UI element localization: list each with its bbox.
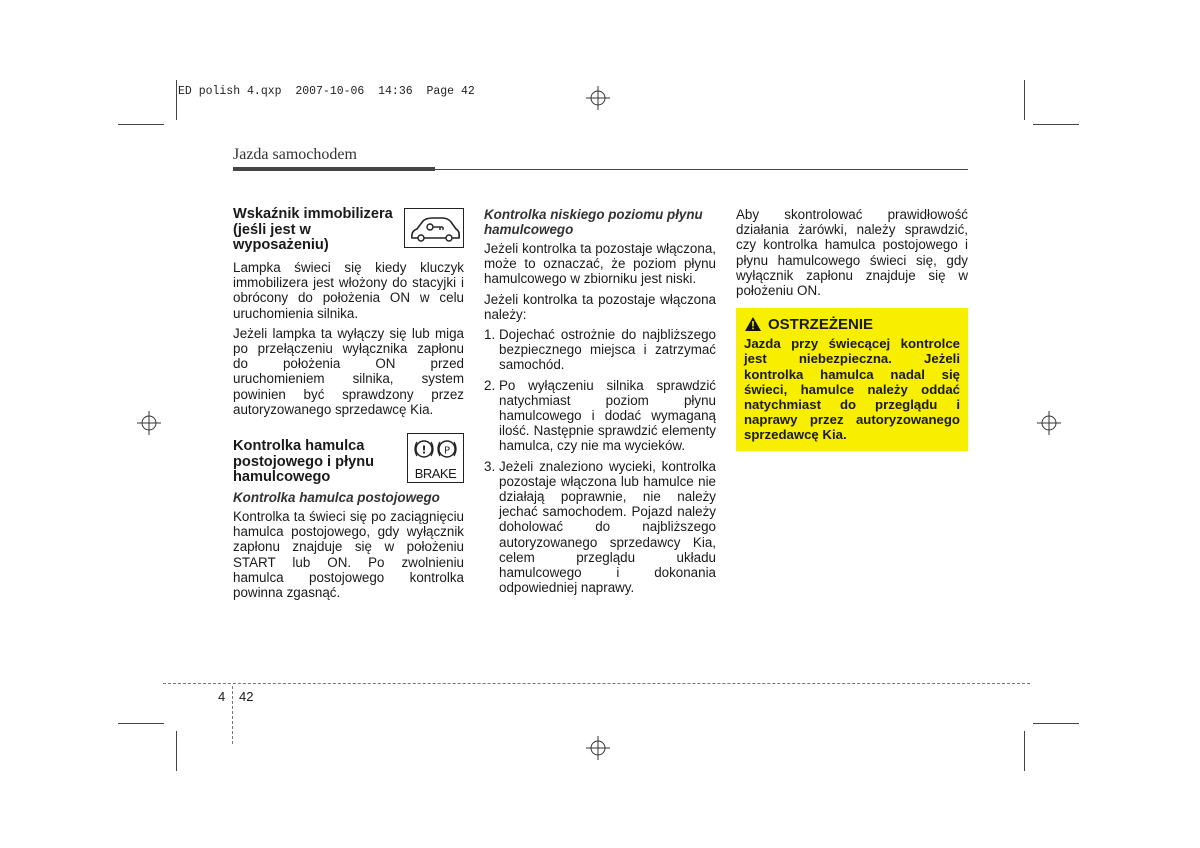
brake-heading-block — [233, 439, 464, 485]
list-item: 3. Jeżeli znaleziono wycieki, kontrolka pozostaje włączona lub hamulce nie działają poprawnie, nie należy jechać samochodem. Pojazd należy doholować do najbliższego autoryzowanego sprzedawcy Kia, celem przeglądu układu hamulcowego i dokonania odpowiedniej naprawy. — [484, 458, 716, 596]
warning-title: OSTRZEŻENIE — [768, 315, 874, 333]
low-fluid-paragraph-2: Jeżeli kontrolka ta pozostaje włączona należy: — [484, 291, 716, 322]
immobilizer-indicator — [404, 208, 464, 248]
immobilizer-paragraph-2: Jeżeli lampka ta wyłączy się lub miga po przełączeniu wyłącznika zapłonu do położenia ON przed uruchomieniem silnika, system powinien być sprawdzony przez autoryzowanego sprzedawcę Kia. — [233, 325, 464, 417]
registration-mark-icon — [1037, 411, 1061, 435]
warning-body: Jazda przy świecącej kontrolce jest niebezpieczna. Jeżeli kontrolka hamulca nadal się świeci, hamulce należy oddać natychmiast do przeglądu i naprawy przez autoryzowanego sprzedawcę Kia. — [744, 336, 960, 443]
registration-mark-icon — [137, 411, 161, 435]
printer-slug: ED polish 4.qxp 2007-10-06 14:36 Page 42 — [178, 85, 475, 98]
column-1 — [233, 207, 464, 605]
column-3 — [736, 207, 968, 451]
brake-icon-label: BRAKE — [414, 466, 457, 482]
header-rule-thick — [233, 167, 435, 171]
immobilizer-heading: Wskaźnik immobilizera (jeśli jest w wyposażeniu) — [233, 206, 393, 253]
warning-title-row — [744, 316, 960, 332]
section-title: Jazda samochodem — [233, 146, 357, 163]
brake-warning-icon — [408, 434, 463, 464]
chapter-number: 4 — [218, 689, 226, 704]
low-fluid-paragraph-1: Jeżeli kontrolka ta pozostaje włączona, może to oznaczać, że poziom płynu hamulcowego w zbiorniku jest niski. — [484, 241, 716, 287]
registration-mark-icon — [586, 86, 610, 110]
header-rule-thin — [435, 169, 968, 170]
page-number: 42 — [239, 689, 254, 704]
registration-mark-icon — [586, 736, 610, 760]
bulb-check-paragraph: Aby skontrolować prawidłowość działania żarówki, należy sprawdzić, czy kontrolka hamulca postojowego i płynu hamulcowego świeci się, gdy wyłącznik zapłonu znajduje się w położeniu ON. — [736, 207, 968, 299]
car-key-icon — [405, 209, 463, 247]
parking-brake-subheading: Kontrolka hamulca postojowego — [233, 490, 440, 506]
warning-triangle-icon — [744, 316, 762, 332]
list-item: 2. Po wyłączeniu silnika sprawdzić natychmiast poziom płynu hamulcowego i dodać wymaganą ilość. Następnie sprawdzić elementy hamulca, czy nie ma wycieków. — [484, 377, 716, 454]
brake-heading: Kontrolka hamulca postojowego i płynu hamulcowego — [233, 438, 375, 486]
svg-text:!: ! — [421, 443, 427, 457]
immobilizer-paragraph-1: Lampka świeci się kiedy kluczyk immobilizera jest włożony do stacyjki i obrócony do położenia ON w celu uruchomienia silnika. — [233, 260, 464, 321]
column-2 — [484, 207, 716, 600]
steps-list — [484, 327, 716, 595]
immobilizer-heading-block — [233, 207, 464, 255]
list-item: 1. Dojechać ostrożnie do najbliższego bezpiecznego miejsca i zatrzymać samochód. — [484, 327, 716, 373]
page-number-separator — [232, 686, 233, 744]
footer-dashed-rule — [163, 683, 1030, 684]
svg-text:P: P — [443, 445, 451, 457]
parking-brake-paragraph: Kontrolka ta świeci się po zaciągnięciu hamulca postojowego, gdy wyłącznik zapłonu znajduje się w położeniu START lub ON. Po zwolnieniu hamulca postojowego kontrolka powinna zgasnąć. — [233, 509, 464, 601]
low-fluid-subheading: Kontrolka niskiego poziomu płynu hamulcowego — [484, 207, 703, 237]
brake-indicator — [407, 433, 464, 483]
warning-box — [736, 308, 968, 450]
